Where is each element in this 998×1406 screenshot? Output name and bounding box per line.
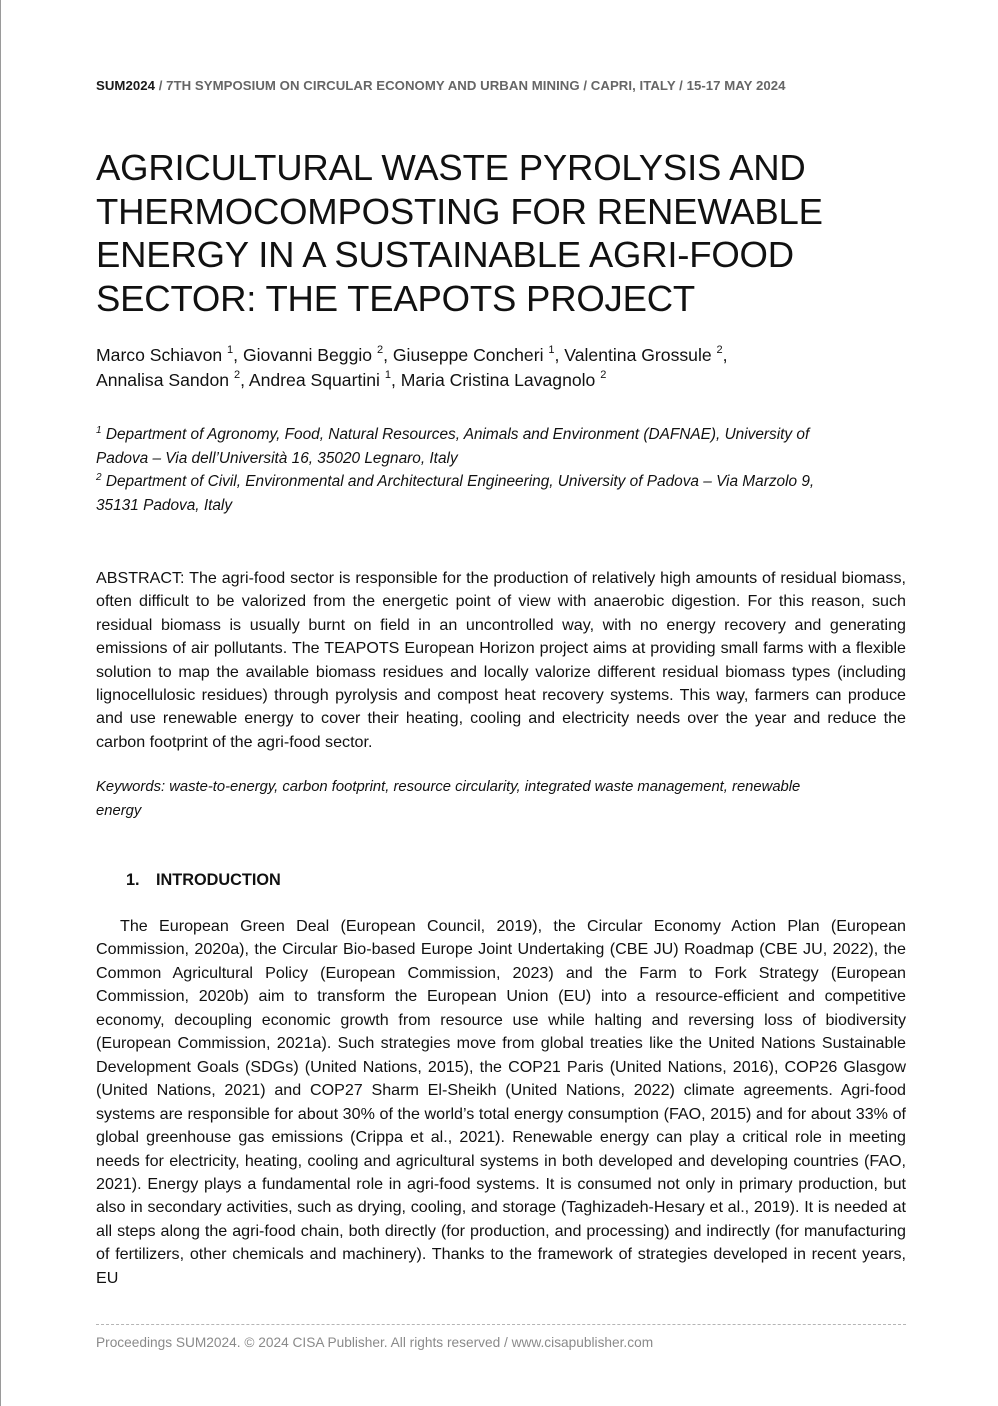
conference-details: / 7TH SYMPOSIUM ON CIRCULAR ECONOMY AND URBAN MINING / CAPRI, ITALY / 15-17 MAY 2024 [155,78,786,93]
keywords [96,775,886,823]
affiliation-text: 35131 Padova, Italy [96,496,233,514]
author-affiliation-mark: 1 [384,369,391,382]
affiliation-number: 2 [96,471,102,483]
author-list: Marco Schiavon $^1$, Giovanni Beggio $^2$, Giuseppe Concheri $^1$, Valentina Grossule $^2$, Annalisa Sandon $^2$, Andrea Squartini $^1$, Maria Cristina Lavagnolo $^2$ [96,344,728,390]
author-affiliation-mark: 2 [233,369,241,382]
keywords-text: Keywords: waste-to-energy, carbon footprint, resource circularity, integrated waste management, renewable [96,779,801,795]
section-heading [126,871,281,890]
author-name: Andrea Squartini [248,370,380,390]
title-line: THERMOCOMPOSTING FOR RENEWABLE [96,190,823,232]
author-affiliation-mark: 1 [227,344,234,357]
paper-title [96,146,886,320]
author-name: Giovanni Beggio [242,345,373,365]
title-line: ENERGY IN A SUSTAINABLE AGRI-FOOD [96,234,794,275]
title-line: AGRICULTURAL WASTE PYROLYSIS AND [96,147,806,188]
keywords-text: energy [96,803,142,819]
affiliation-number: 1 [96,424,102,436]
author-affiliation-mark: 2 [600,369,607,382]
title-line: SECTOR: THE TEAPOTS PROJECT [96,277,695,319]
affiliation-list [96,423,906,517]
author-affiliation-mark: 2 [376,344,384,357]
footer-divider [96,1324,906,1325]
author-name: Marco Schiavon [96,345,223,365]
introduction-paragraph: The European Green Deal (European Council, 2019), the Circular Economy Action Plan (European Commission, 2020a), the Circular Bio-based Europe Joint Undertaking (CBE JU) Roadmap (CBE JU, 2022), the Common Agricultural Policy (European Commission, 2023) and the Farm to Fork Strategy (European Commission, 2020b) aim to transform the European Union (EU) into a resource-efficient and competitive economy, decoupling economic growth from resource use while halting and reversing loss of biodiversity (European Commission, 2021a). Such strategies move from global treaties like the United Nations Sustainable Development Goals (SDGs) (United Nations, 2015), the COP21 Paris (United Nations, 2016), COP26 Glasgow (United Nations, 2021) and COP27 Sharm El-Sheikh (United Nations, 2022) climate agreements. Agri-food systems are responsible for about 30% of the world’s total energy consumption (FAO, 2015) and for about 33% of global greenhouse gas emissions (Crippa et al., 2021). Renewable energy can play a critical role in meeting needs for electricity, heating, cooling and agricultural systems in both developed and developing countries (FAO, 2021). Energy plays a fundamental role in agri-food systems. It is consumed not only in primary production, but also in secondary activities, such as drying, cooling, and storage (Taghizadeh-Hesary et al., 2019). It is needed at all steps along the agri-food chain, both directly (for production, and processing) and indirectly (for manufacturing of fertilizers, other chemicals and machinery). Thanks to the framework of strategies developed in recent years, EU [96,917,906,1287]
page-footer: Proceedings SUM2024. © 2024 CISA Publisher. All rights reserved / www.cisapublisher.com [96,1335,654,1350]
affiliation-text: Padova – Via dell’Università 16, 35020 Legnaro, Italy [96,449,458,467]
section-title: INTRODUCTION [156,871,281,889]
affiliation [96,423,906,470]
affiliation-text: Department of Agronomy, Food, Natural Resources, Animals and Environment (DAFNAE), University of [105,426,810,443]
affiliation [96,470,906,517]
author-name: Annalisa Sandon [96,370,230,390]
affiliation-text: Department of Civil, Environmental and Architectural Engineering, University of Padova – Via Marzolo 9, [105,473,815,490]
conference-short-name: SUM2024 [96,78,155,93]
section-number: 1. [126,871,140,889]
author-name: Valentina Grossule [564,345,712,365]
abstract: ABSTRACT: The agri-food sector is responsible for the production of relatively high amounts of residual biomass, often difficult to be valorized from the energetic point of view with anaerobic digestion. For this reason, such residual biomass is usually burnt on field in an uncontrolled way, with no energy recovery and generating emissions of air pollutants. The TEAPOTS European Horizon project aims at providing small farms with a flexible solution to map the available biomass residues and locally valorize different residual biomass types (including lignocellulosic residues) through pyrolysis and compost heat recovery systems. This way, farmers can produce and use renewable energy to cover their heating, cooling and electricity needs over the year and reduce the carbon footprint of the agri-food sector. [96,569,906,751]
author-affiliation-mark: 2 [716,344,723,357]
author-affiliation-mark: 1 [548,344,555,357]
page-left-border [0,0,1,1406]
running-header [96,78,906,93]
author-name: Maria Cristina Lavagnolo [400,370,596,390]
author-name: Giuseppe Concheri [392,345,544,365]
